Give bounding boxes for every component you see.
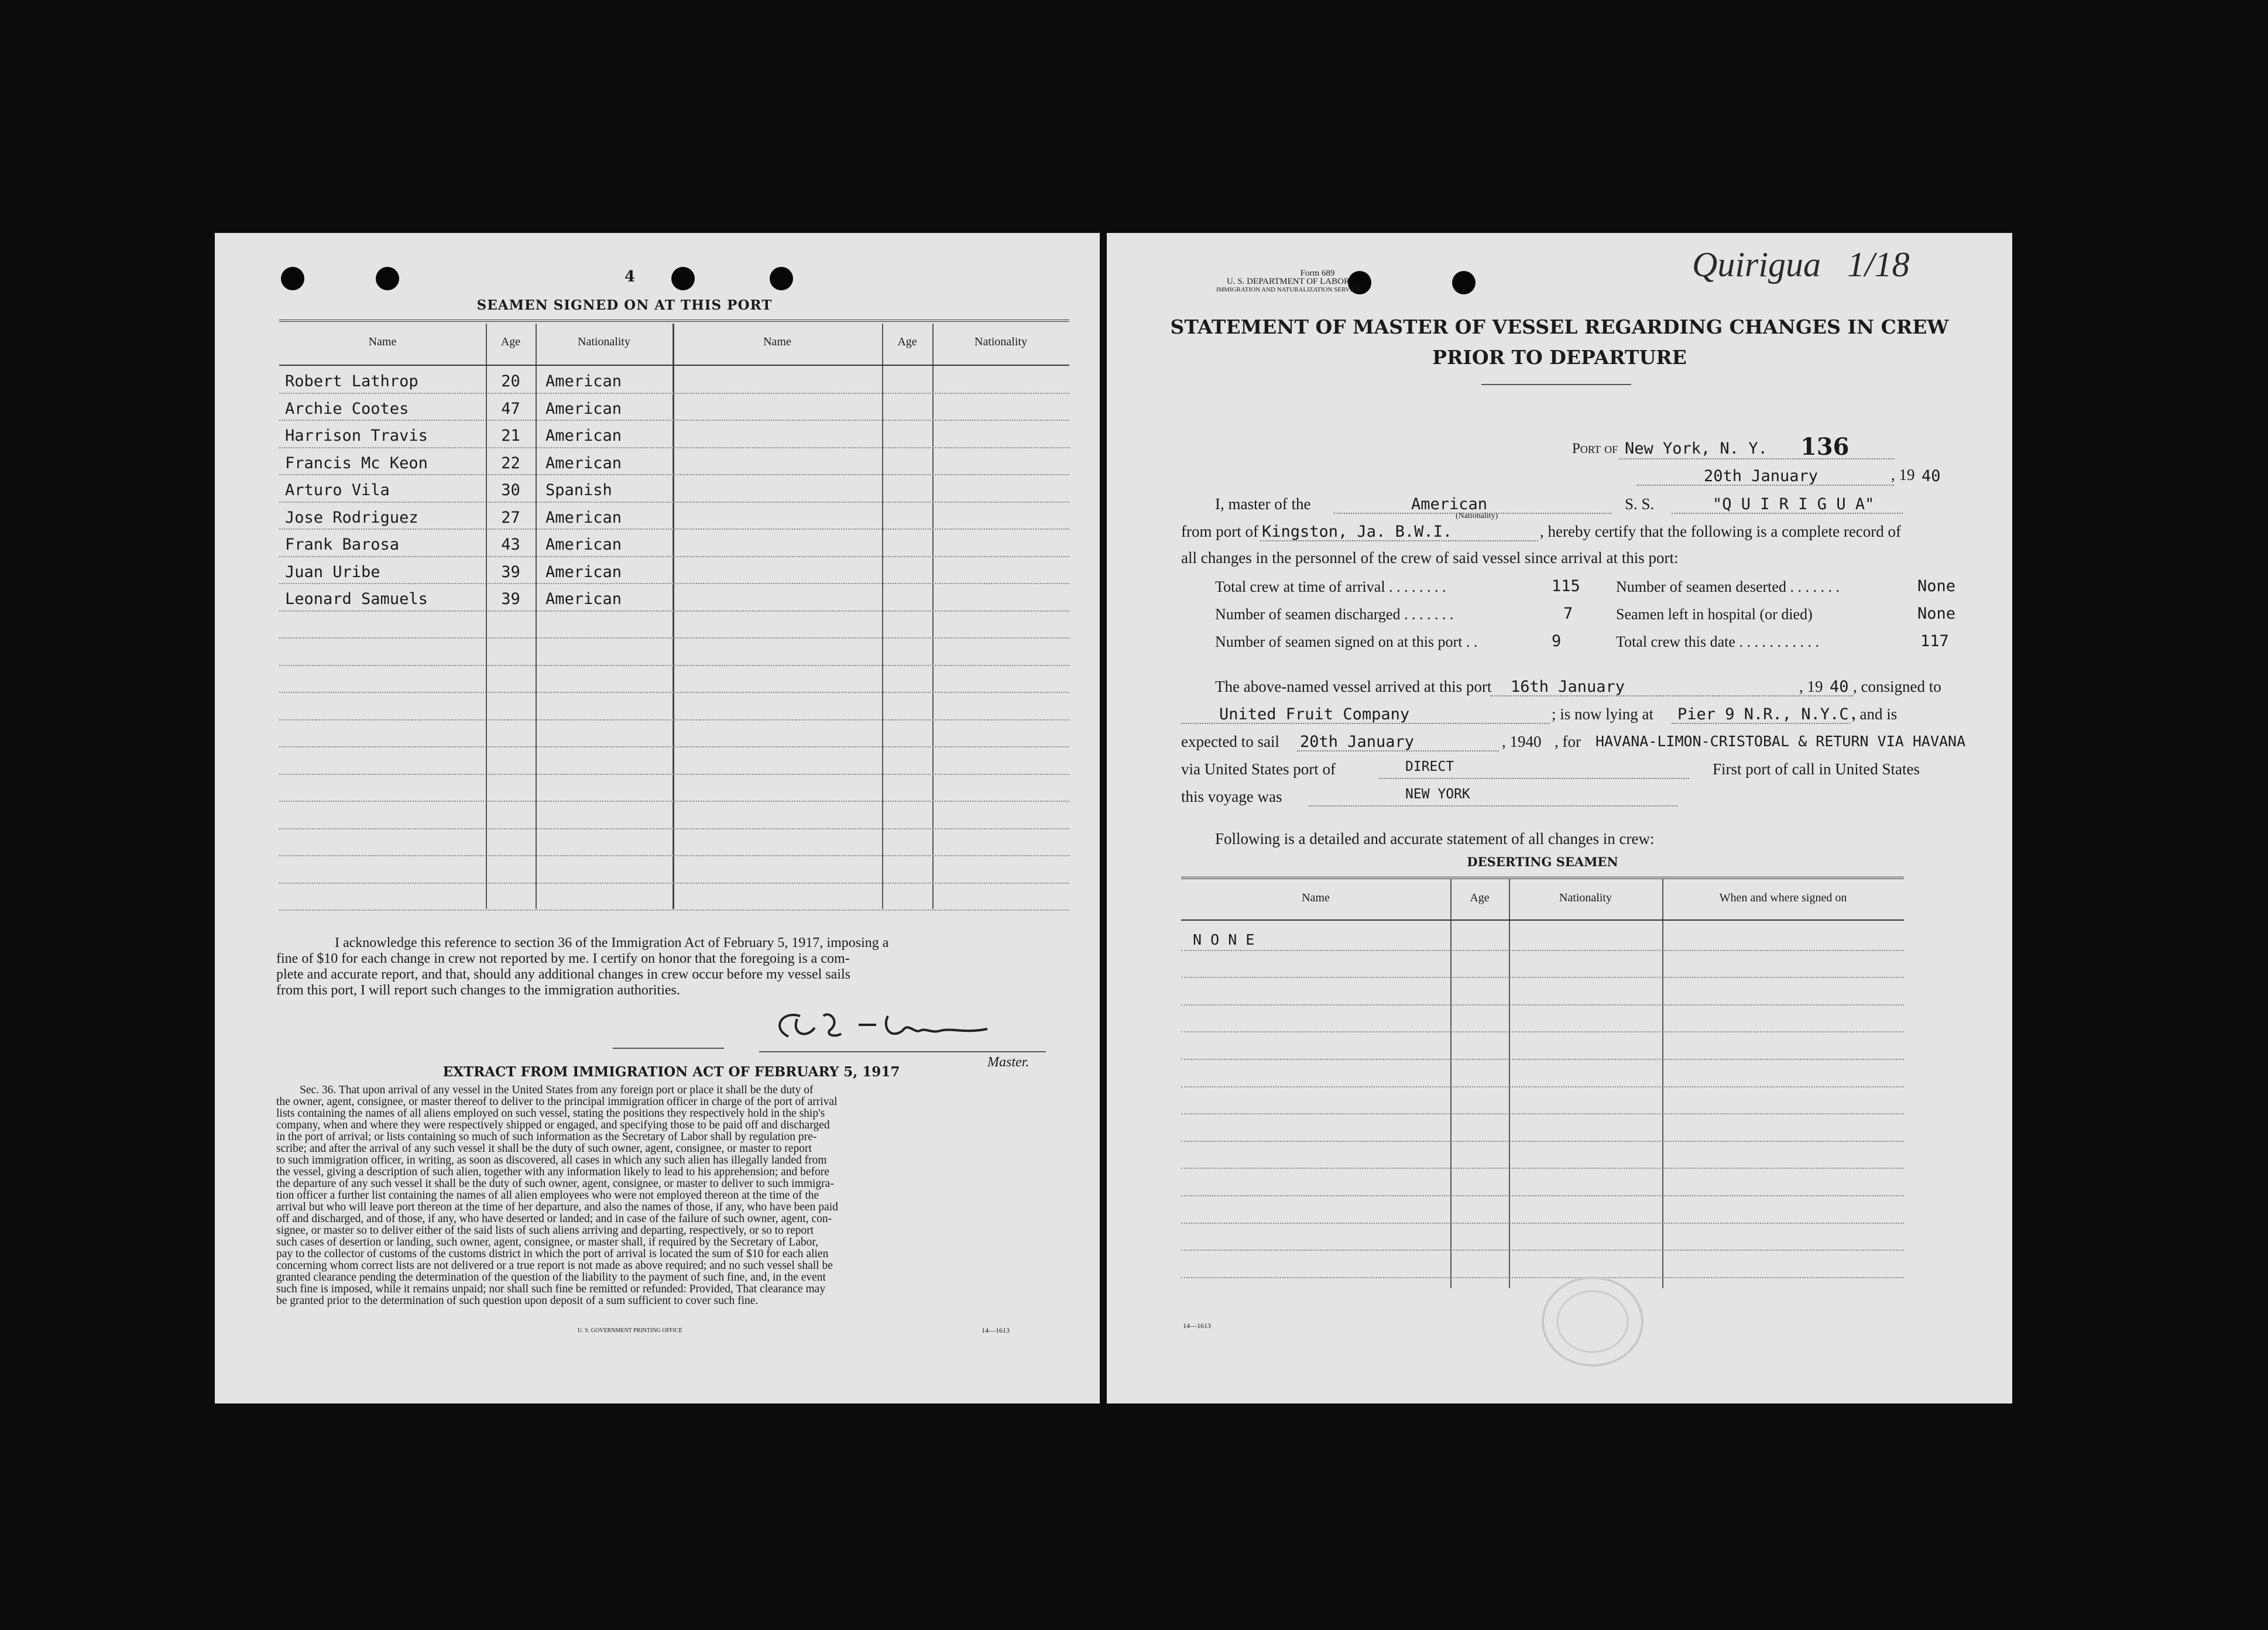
seamen-signed-table <box>279 324 1069 909</box>
table-row <box>1181 1031 1904 1032</box>
seaman-nationality: American <box>545 427 622 445</box>
extract-line: the owner, agent, consignee, or master thereof to deliver to the principal immigration officer in charge of the port of arrival <box>276 1096 838 1108</box>
extract-line: scribe; and after the arrival of any such vessel it shall be the duty of such owner, agent, consignee, or master to report <box>276 1143 812 1155</box>
total-date-label: Total crew this date . . . . . . . . . . . <box>1616 633 1819 650</box>
nationality-value: American <box>1411 495 1488 513</box>
form-title <box>1107 312 2012 373</box>
lying-label: ; is now lying at <box>1552 705 1653 723</box>
col-header-when-where: When and where signed on <box>1719 891 1847 904</box>
extract-line: in the port of arrival; or lists containing so much of such information as the Secretary of Labor shall by regulation pre- <box>276 1131 817 1143</box>
handwritten-mark: 1/18 <box>1847 245 1910 284</box>
seaman-name: Jose Rodriguez <box>285 508 418 527</box>
hospital-label: Seamen left in hospital (or died) <box>1616 606 1813 623</box>
table-row <box>1181 1250 1904 1251</box>
deserting-table <box>1181 879 1904 1288</box>
table-row <box>1181 977 1904 978</box>
extract-line: company, when and where they were respectively shipped or engaged, and specifying those to be paid off and discharged <box>276 1120 830 1131</box>
printing-office: U. S. GOVERNMENT PRINTING OFFICE <box>578 1327 682 1334</box>
form-header <box>1183 269 1394 294</box>
extract-line: be granted prior to the determination of such question upon deposit of a sum sufficient to cover such fine. <box>276 1295 759 1307</box>
deserted-value: None <box>1917 577 1956 595</box>
total-arrival-label: Total crew at time of arrival . . . . . . . . <box>1215 578 1446 595</box>
discharged-label: Number of seamen discharged . . . . . . . <box>1215 606 1454 623</box>
seaman-age: 30 <box>501 481 520 499</box>
seaman-nationality: American <box>545 536 622 554</box>
page-number: 4 <box>625 268 636 286</box>
extract-line: arrival but who will leave port thereon at the time of her departure, and also the names of those, if any, who have been paid <box>276 1202 838 1213</box>
seaman-name: Harrison Travis <box>285 427 428 445</box>
handwritten-vessel: Quirigua <box>1692 245 1821 284</box>
nationality-label: (Nationality) <box>1456 512 1498 520</box>
seaman-name: Juan Uribe <box>285 562 380 581</box>
ack-line: plete and accurate report, and that, should any additional changes in crew occur before my vessel sails <box>276 967 850 982</box>
for-label: , for <box>1555 733 1581 750</box>
extract-line: tion officer a further list containing the names of all alien employees who were not employed thereon at the time of the <box>276 1190 819 1202</box>
punch-hole <box>671 267 695 290</box>
first-port-label: First port of call in United States <box>1713 760 1920 778</box>
stamp-number: 136 <box>1800 433 1850 461</box>
faint-seal <box>1534 1272 1651 1371</box>
following-text: Following is a detailed and accurate statement of all changes in crew: <box>1215 830 1655 847</box>
destination-value: HAVANA-LIMON-CRISTOBAL & RETURN VIA HAVANA <box>1596 733 1966 750</box>
seaman-nationality: Spanish <box>545 481 612 499</box>
title-line2: PRIOR TO DEPARTURE <box>1432 346 1687 369</box>
left-page <box>215 233 1100 1403</box>
seaman-age: 27 <box>501 508 520 527</box>
arrived-year-value: 40 <box>1830 678 1849 696</box>
table-row <box>1181 1113 1904 1114</box>
deserting-none: N O N E <box>1193 931 1255 948</box>
date-value: 20th January <box>1704 467 1818 485</box>
vessel-value: "Q U I R I G U A" <box>1713 495 1875 513</box>
extract-heading: EXTRACT FROM IMMIGRATION ACT OF FEBRUARY 5, 1917 <box>442 1064 900 1080</box>
table-row <box>1181 1168 1904 1169</box>
punch-hole <box>1452 271 1476 294</box>
table-row <box>1181 1141 1904 1142</box>
extract-line: signee, or master so to deliver either of the said lists of such aliens arriving and departing, respectively, or so to report <box>276 1225 814 1237</box>
via-value: DIRECT <box>1405 759 1454 774</box>
form-code: 14—1613 <box>1183 1322 1211 1330</box>
seaman-name: Arturo Vila <box>285 481 390 499</box>
port-value: New York, N. Y. <box>1625 440 1768 458</box>
signed-value: 9 <box>1552 632 1562 650</box>
seaman-name: Leonard Samuels <box>285 590 428 608</box>
ss-label: S. S. <box>1625 495 1655 513</box>
ack-line: I acknowledge this reference to section 36 of the Immigration Act of February 5, 1917, imposing a <box>335 935 889 950</box>
col-header-nationality: Nationality <box>1559 891 1612 904</box>
seaman-age: 43 <box>501 536 520 554</box>
certify-text: , hereby certify that the following is a complete record of <box>1540 523 1902 540</box>
punch-hole <box>770 267 793 290</box>
year-value: 40 <box>1922 467 1941 485</box>
consignee-value: United Fruit Company <box>1219 705 1410 723</box>
seaman-age: 39 <box>501 562 520 581</box>
col-header-name: Name <box>1302 891 1330 904</box>
extract-line: to such immigration officer, in writing, as soon as discovered, all cases in which any such alien has illegally landed from <box>276 1155 827 1166</box>
extract-text <box>276 1085 1072 1307</box>
col-header-name: Name <box>763 335 791 348</box>
table-row <box>1181 1195 1904 1196</box>
consigned-label: , consigned to <box>1853 678 1941 695</box>
seaman-name: Robert Lathrop <box>285 372 418 390</box>
ack-line: from this port, I will report such changes to the immigration authorities. <box>276 983 680 998</box>
total-date-value: 117 <box>1920 632 1949 650</box>
seaman-nationality: American <box>545 399 622 418</box>
port-label: Port of <box>1572 441 1618 457</box>
signed-label: Number of seamen signed on at this port . . <box>1215 633 1478 650</box>
seaman-name: Francis Mc Keon <box>285 454 428 472</box>
col-header-nationality: Nationality <box>578 335 630 348</box>
hospital-value: None <box>1917 605 1956 623</box>
seaman-nationality: American <box>545 562 622 581</box>
form-code: 14—1613 <box>982 1326 1010 1334</box>
seaman-name: Archie Cootes <box>285 399 409 418</box>
from-port-label: from port of <box>1181 523 1258 540</box>
arrived-year-prefix: , 19 <box>1799 678 1823 695</box>
extract-line: pay to the collector of customs of the customs district in which the port of arrival is located the sum of $10 for each alien <box>276 1248 829 1260</box>
extract-line: lists containing the names of all aliens employed on such vessel, stating the positions they respectively hold in the ship's <box>276 1108 825 1120</box>
ack-line: fine of $10 for each change in crew not reported by me. I certify on honor that the foregoing is a com- <box>276 951 850 966</box>
col-header-age: Age <box>500 335 521 348</box>
table-row <box>1181 1059 1904 1060</box>
master-of-label: I, master of the <box>1215 495 1311 513</box>
col-header-name: Name <box>368 335 397 348</box>
seaman-age: 47 <box>501 399 520 418</box>
extract-line: the vessel, giving a description of such alien, together with any information likely to lead to his apprehension; and before <box>276 1166 829 1178</box>
extract-line: off and discharged, and of those, if any, who have deserted or landed; and in case of the failure of such owner, agent, con- <box>276 1213 832 1225</box>
voyage-label: this voyage was <box>1181 788 1282 805</box>
discharged-value: 7 <box>1563 605 1573 623</box>
seaman-nationality: American <box>545 508 622 527</box>
form-number: Form 689 <box>1300 269 1335 278</box>
table-row <box>1181 1004 1904 1006</box>
department: U. S. DEPARTMENT OF LABOR <box>1227 277 1350 286</box>
expected-label: expected to sail <box>1181 733 1279 750</box>
right-page <box>1107 233 2012 1403</box>
extract-line: such fine is imposed, while it remains unpaid; nor shall such fine be remitted or refunded: Provided, That clearance may <box>276 1284 826 1295</box>
master-signature <box>765 1004 1040 1051</box>
extract-line: concerning whom correct lists are not delivered or a true report is not made as above required; and no such vessel shall be <box>276 1260 833 1272</box>
service: IMMIGRATION AND NATURALIZATION SERVICE <box>1216 286 1361 293</box>
lying-value: Pier 9 N.R., N.Y.C. <box>1677 705 1858 723</box>
deserted-label: Number of seamen deserted . . . . . . . <box>1616 578 1840 595</box>
year-prefix: , 19 <box>1891 466 1915 483</box>
table-row <box>1181 950 1904 951</box>
seaman-name: Frank Barosa <box>285 536 400 554</box>
certify-text2: all changes in the personnel of the crew of said vessel since arrival at this port: <box>1181 549 1679 567</box>
extract-line: Sec. 36. That upon arrival of any vessel in the United States from any foreign port or place it shall be the duty of <box>300 1085 814 1096</box>
col-header-age: Age <box>1470 891 1490 904</box>
sail-year-prefix: , 1940 <box>1502 733 1542 750</box>
table-row <box>1181 1223 1904 1224</box>
seaman-nationality: American <box>545 590 622 608</box>
voyage-value: NEW YORK <box>1405 787 1470 802</box>
and-is-label: , and is <box>1852 705 1898 723</box>
punch-hole <box>376 267 399 290</box>
via-label: via United States port of <box>1181 760 1336 778</box>
seaman-age: 21 <box>501 427 520 445</box>
col-header-nationality: Nationality <box>975 335 1027 348</box>
acknowledgement <box>276 935 1072 998</box>
master-label: Master. <box>987 1055 1030 1070</box>
seaman-age: 22 <box>501 454 520 472</box>
total-arrival-value: 115 <box>1552 577 1580 595</box>
punch-hole <box>281 267 304 290</box>
from-port-value: Kingston, Ja. B.W.I. <box>1262 523 1453 541</box>
sail-date-value: 20th January <box>1300 733 1415 751</box>
seaman-age: 20 <box>501 372 520 390</box>
extract-line: the departure of any such vessel it shall be the duty of such owner, agent, consignee, or master to deliver to such immigra- <box>276 1178 834 1190</box>
seaman-nationality: American <box>545 454 622 472</box>
arrived-value: 16th January <box>1511 678 1625 696</box>
seamen-signed-heading: SEAMEN SIGNED ON AT THIS PORT <box>476 297 773 313</box>
col-header-age: Age <box>897 335 917 348</box>
extract-line: such cases of desertion or landing, such owner, agent, consignee, or master shall, if required by the Secretary of Labor, <box>276 1237 819 1248</box>
table-row <box>1181 1086 1904 1087</box>
extract-line: granted clearance pending the determination of the question of the liability to the payment of such fine, and, in the event <box>276 1272 826 1284</box>
seaman-nationality: American <box>545 372 622 390</box>
title-line1: STATEMENT OF MASTER OF VESSEL REGARDING CHANGES IN CREW <box>1170 315 1949 338</box>
seaman-age: 39 <box>501 590 520 608</box>
deserting-heading: DESERTING SEAMEN <box>1467 855 1618 869</box>
arrived-label: The above-named vessel arrived at this port <box>1215 678 1492 695</box>
